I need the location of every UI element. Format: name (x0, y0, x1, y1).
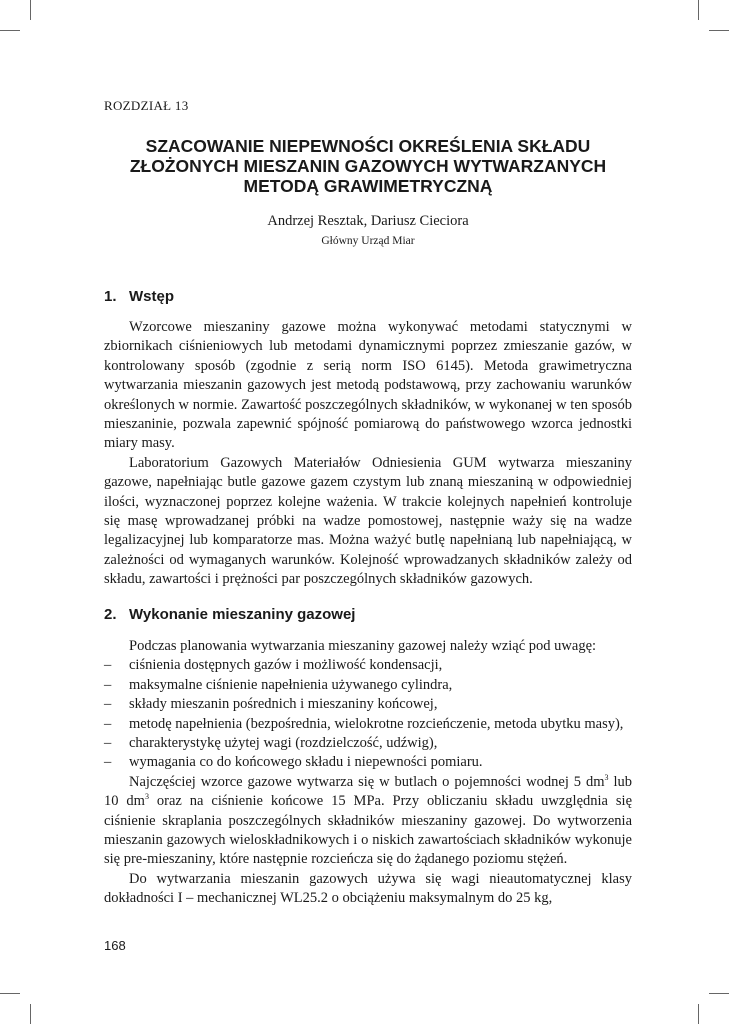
section-1-heading (104, 288, 174, 305)
section-1-body (104, 318, 632, 590)
paragraph: Do wytwarzania mieszanin gazowych używa się wagi nieautomatycznej klasy dokładności I – mechanicznej WL25.2 o obciążeniu maksymalnym do 25 kg, (104, 870, 632, 907)
section-title: Wykonanie mieszaniny gazowej (129, 606, 356, 623)
list-item: – składy mieszanin pośrednich i mieszaniny końcowej, (104, 696, 438, 713)
title-line: ZŁOŻONYCH MIESZANIN GAZOWYCH WYTWARZANYCH (129, 156, 607, 176)
affiliation: Główny Urząd Miar (321, 235, 415, 247)
page-number: 168 (104, 938, 126, 953)
crop-mark (698, 1004, 699, 1024)
section-2-body (104, 637, 632, 909)
section-title: Wstęp (129, 288, 174, 305)
list-item: – wymagania co do końcowego składu i niepewności pomiaru. (104, 754, 483, 771)
title-line: SZACOWANIE NIEPEWNOŚCI OKREŚLENIA SKŁADU (145, 136, 591, 156)
paragraph: Laboratorium Gazowych Materiałów Odniesienia GUM wytwarza mieszaniny gazowe, napełniając butle gazowe gazem czystym lub znaną mieszaniną w odpowiedniej ilości, wyznaczonej poprzez kolejne ważenia. W trakcie kolejnych napełnień kontroluje się masę wprowadzanej próbki na wadze pomostowej, następnie waży się na wadze legalizacyjnej lub komparatorze mas. Można ważyć butlę napełnianą lub napełniającą, w zależności od wymaganych warunków. Kolejność wprowadzanych składników zależy od składu, zawartości i prężności par poszczególnych składników gazowych. (104, 454, 632, 588)
chapter-label: ROZDZIAŁ 13 (104, 98, 189, 113)
paragraph: Podczas planowania wytwarzania mieszaniny gazowej należy wziąć pod uwagę: (129, 638, 597, 654)
list-item: – charakterystykę użytej wagi (rozdzielczość, udźwig), (104, 735, 438, 752)
list-item: – maksymalne ciśnienie napełnienia używanego cylindra, (104, 676, 453, 693)
section-2-heading (104, 606, 355, 623)
crop-mark (709, 993, 729, 994)
crop-mark (698, 0, 699, 20)
requirements-list (104, 656, 632, 772)
crop-mark (0, 993, 20, 994)
list-item: – metodę napełnienia (bezpośrednia, wielokrotne rozcieńczenie, metoda ubytku masy), (104, 715, 624, 732)
crop-mark (709, 30, 729, 31)
paragraph: Najczęściej wzorce gazowe wytwarza się w butlach o pojemności wodnej 5 $dm^3$ lub 10 $dm^3$ oraz na ciśnienie końcowe 15 MPa. Przy obliczaniu składu uwzględnia się ciśnienie skraplania poszczególnych składników mieszaniny gazowej. Do wytworzenia mieszanin gazowych wieloskładnikowych i o niskich zawartościach składników wykonuje się pre-mieszaniny, które następnie rozcieńcza się do żądanego poziomu stężeń. (104, 773, 632, 868)
crop-mark (30, 1004, 31, 1024)
crop-mark (0, 30, 20, 31)
crop-mark (30, 0, 31, 20)
authors: Andrzej Resztak, Dariusz Cieciora (267, 213, 469, 229)
list-item: – ciśnienia dostępnych gazów i możliwość kondensacji, (104, 657, 443, 674)
section-number: 1. (104, 288, 117, 305)
page-title (80, 136, 656, 196)
section-number: 2. (104, 606, 117, 623)
title-line: METODĄ GRAWIMETRYCZNĄ (243, 176, 493, 196)
paragraph: Wzorcowe mieszaniny gazowe można wykonywać metodami statycznymi w zbiornikach ciśnieniowych lub metodami dynamicznymi poprzez zmieszanie gazów, w kontrolowany sposób (zgodnie z serią norm ISO 6145). Metoda grawimetryczna wytwarzania mieszanin gazowych jest metodą podstawową, przy zachowaniu warunków określonych w normie. Zawartość poszczególnych składników, w wykonanej w ten sposób mieszaninie, pozwala zapewnić spójność pomiarową do państwowego wzorca jednostki miary masy. (104, 319, 632, 452)
